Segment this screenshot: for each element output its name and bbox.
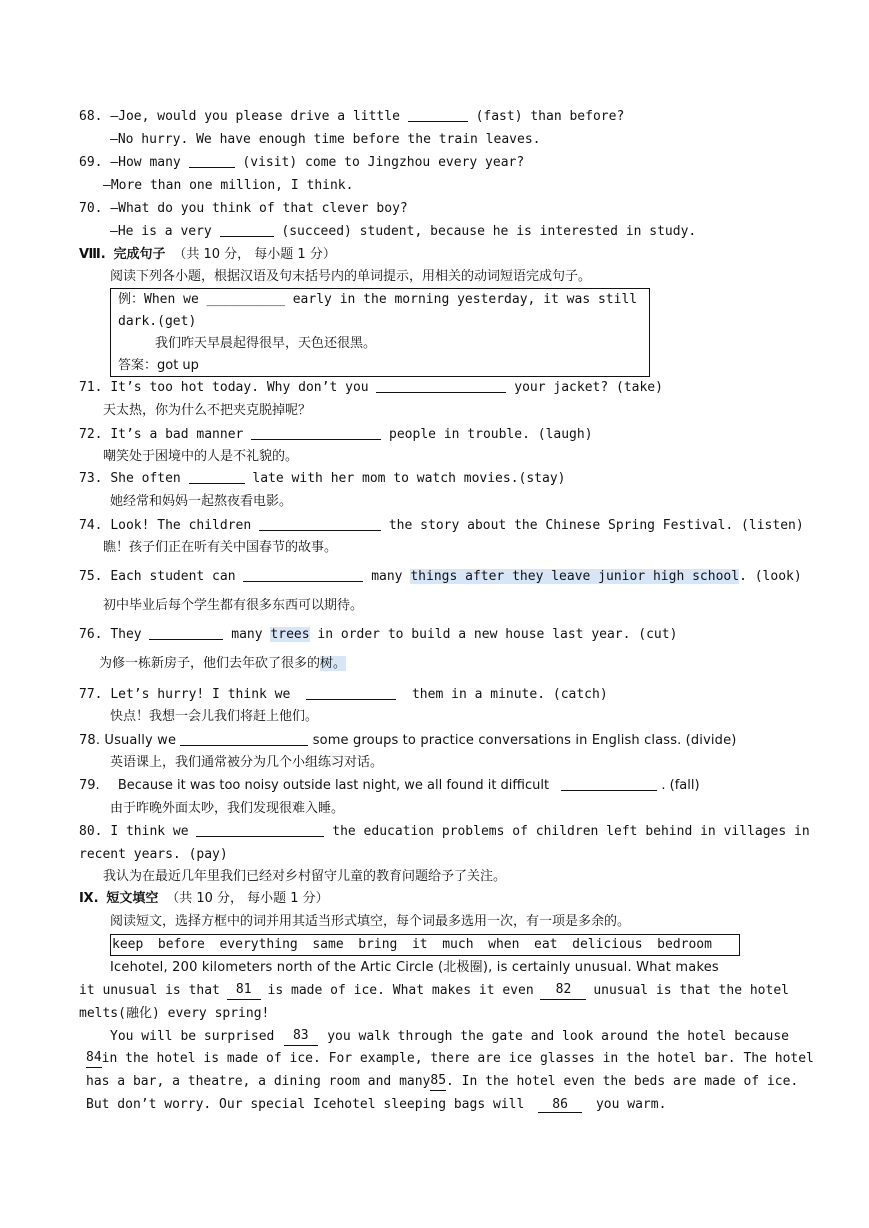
word-bank-item: before: [157, 937, 205, 952]
section-9-heading: Ⅸ. 短文填空 （共 10 分， 每小题 1 分）: [79, 891, 329, 906]
question-80-continued: recent years. (pay): [79, 847, 228, 862]
question-78-translation: 英语课上，我们通常被分为几个小组练习对话。: [110, 755, 384, 770]
word-bank-item: keep: [112, 937, 144, 952]
word-bank-item: eat: [534, 937, 558, 952]
question-74-translation: 瞧！孩子们正在听有关中国春节的故事。: [103, 540, 338, 555]
question-78: 78. Usually we some groups to practice conversations in English class. (divide): [79, 733, 737, 748]
answer-blank[interactable]: [180, 732, 308, 746]
answer-blank[interactable]: [189, 470, 245, 484]
section-8-heading: Ⅷ. 完成句子 （共 10 分， 每小题 1 分）: [79, 247, 336, 262]
passage-line-4: You will be surprised 83 you walk through the gate and look around the hotel because: [110, 1028, 789, 1044]
question-69-reply: —More than one million, I think.: [103, 178, 354, 193]
example-line-2: dark.(get): [118, 314, 197, 329]
word-bank-item: bring: [358, 937, 398, 952]
question-72: 72. It’s a bad manner people in trouble. (laugh): [79, 427, 593, 442]
answer-blank[interactable]: [149, 626, 223, 640]
question-80: 80. I think we the education problems of children left behind in villages in: [79, 824, 810, 839]
section-8-instruction: 阅读下列各小题，根据汉语及句末括号内的单词提示，用相关的动词短语完成句子。: [110, 269, 592, 284]
question-77: 77. Let’s hurry! I think we them in a minute. (catch): [79, 687, 608, 702]
question-76-translation: 为修一栋新房子，他们去年砍了很多的树。: [99, 656, 347, 671]
passage-line-3: melts(融化) every spring!: [79, 1006, 270, 1021]
word-bank-item: bedroom: [657, 937, 712, 952]
word-bank-item: everything: [219, 937, 298, 952]
passage-line-2: it unusual is that 81 is made of ice. What makes it even 82 unusual is that the hotel: [79, 982, 789, 998]
word-bank-item: it: [411, 937, 428, 952]
answer-blank[interactable]: [196, 823, 324, 837]
word-bank-item: much: [442, 937, 474, 952]
blank-81[interactable]: 81: [227, 982, 261, 1000]
word-bank: [112, 936, 712, 954]
answer-blank[interactable]: [259, 517, 381, 531]
example-line-1: 例：When we __________ early in the morning yesterday, it was still: [118, 292, 638, 307]
example-answer: 答案：got up: [118, 358, 199, 373]
question-71-translation: 天太热，你为什么不把夹克脱掉呢？: [103, 403, 312, 418]
highlighted-word: trees: [270, 627, 310, 642]
question-79-translation: 由于昨晚外面太吵，我们发现很难入睡。: [110, 801, 345, 816]
word-bank-item: delicious: [572, 937, 643, 952]
question-75-translation: 初中毕业后每个学生都有很多东西可以期待。: [103, 598, 364, 613]
answer-blank[interactable]: [306, 686, 396, 700]
question-69: 69. —How many (visit) come to Jingzhou every year?: [79, 155, 525, 170]
question-73-translation: 她经常和妈妈一起熬夜看电影。: [110, 494, 293, 509]
answer-blank[interactable]: [376, 379, 506, 393]
answer-blank[interactable]: [243, 568, 363, 582]
highlighted-word: 树。: [320, 656, 347, 671]
question-68: 68. —Joe, would you please drive a little (fast) than before?: [79, 109, 625, 124]
question-75: 75. Each student can many things after they leave junior high school. (look): [79, 569, 802, 584]
question-77-translation: 快点！我想一会儿我们将赶上他们。: [110, 709, 319, 724]
word-bank-item: same: [312, 937, 344, 952]
word-bank-item: when: [488, 937, 520, 952]
answer-blank[interactable]: [251, 426, 381, 440]
blank-84[interactable]: 84: [86, 1050, 102, 1068]
question-70-reply: —He is a very (succeed) student, because he is interested in study.: [110, 224, 697, 239]
answer-blank[interactable]: [220, 223, 274, 237]
passage-line-5: 84 in the hotel is made of ice. For example, there are ice glasses in the hotel bar. The hotel: [86, 1050, 814, 1066]
question-68-reply: —No hurry. We have enough time before the train leaves.: [110, 132, 541, 147]
passage-line-6: has a bar, a theatre, a dining room and many 85 . In the hotel even the beds are made of ice.: [86, 1073, 799, 1089]
passage-line-1: Icehotel, 200 kilometers north of the Artic Circle (北极圈), is certainly unusual. What makes: [110, 960, 719, 975]
question-74: 74. Look! The children the story about the Chinese Spring Festival. (listen): [79, 518, 804, 533]
question-79: 79. Because it was too noisy outside last night, we all found it difficult . (fall): [79, 778, 700, 793]
blank-82[interactable]: 82: [540, 982, 586, 1000]
answer-blank[interactable]: [408, 108, 468, 122]
highlighted-phrase: things after they leave junior high school: [410, 569, 740, 584]
blank-86[interactable]: 86: [538, 1097, 582, 1113]
question-70: 70. —What do you think of that clever boy?: [79, 201, 408, 216]
blank-85[interactable]: 85: [430, 1073, 446, 1091]
answer-blank[interactable]: [189, 154, 235, 168]
passage-line-7: But don’t worry. Our special Icehotel sleeping bags will 86 you warm.: [86, 1097, 667, 1112]
question-73: 73. She often late with her mom to watch movies.(stay): [79, 471, 566, 486]
question-80-translation: 我认为在最近几年里我们已经对乡村留守儿童的教育问题给予了关注。: [103, 869, 507, 884]
example-translation: 我们昨天早晨起得很早，天色还很黑。: [155, 336, 377, 351]
question-76: 76. They many trees in order to build a new house last year. (cut): [79, 627, 678, 642]
question-71: 71. It’s too hot today. Why don’t you your jacket? (take): [79, 380, 663, 395]
answer-blank[interactable]: [561, 777, 657, 791]
question-72-translation: 嘲笑处于困境中的人是不礼貌的。: [103, 449, 299, 464]
blank-83[interactable]: 83: [284, 1028, 318, 1046]
section-9-instruction: 阅读短文，选择方框中的词并用其适当形式填空，每个词最多选用一次，有一项是多余的。: [110, 914, 631, 929]
